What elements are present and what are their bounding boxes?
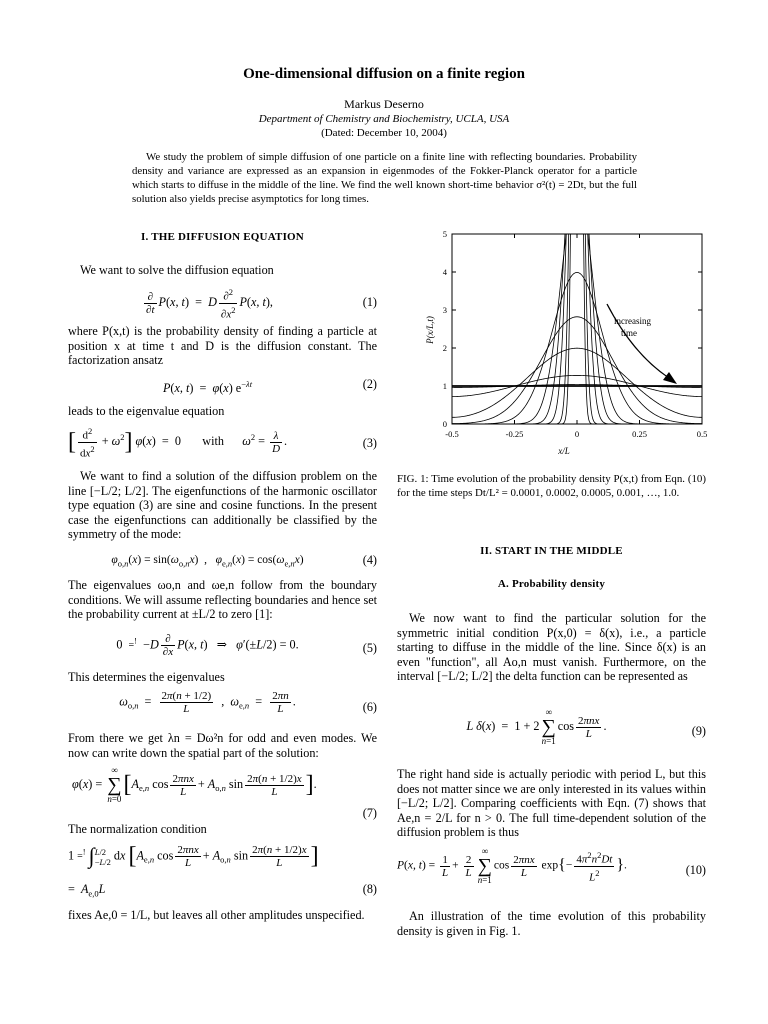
section-2-heading: II. START IN THE MIDDLE <box>480 545 623 557</box>
plot-frame <box>452 234 702 424</box>
paragraph: The right hand side is actually periodic with period L, but this does not matter since we are only interested in its values within [−L/2; L/2]. Comparing coefficients with Eqn. (7) shows that Ae,n = 2/L for n > 0. The full time-dependent solution of the diffusion problem is thus <box>397 767 707 840</box>
density-curve <box>452 348 702 417</box>
equation-2: P(x, t) = φ(x) $e^{-\lambda t}$ (2) <box>162 377 377 396</box>
paragraph: The normalization condition <box>68 822 207 836</box>
x-axis-label: x/L <box>558 446 570 456</box>
paragraph: The eigenvalues ωo,n and ωe,n follow from the boundary conditions. We will assume reflecting boundaries and hence set the probability current at ±L/2 to zero [1]: <box>68 578 377 622</box>
equation-number: (6) <box>362 700 377 714</box>
equation-number: (5) <box>362 641 377 655</box>
paragraph: From there we get λn = Dω²n for odd and even modes. We now can write down the spatial part of the solution: <box>68 731 377 760</box>
section-1-heading: I. THE DIFFUSION EQUATION <box>141 231 304 243</box>
equation-number: (2) <box>362 377 377 391</box>
y-tick-label: 4 <box>442 267 447 277</box>
probability-density-plot <box>407 226 708 456</box>
equation-number: (10) <box>685 863 706 877</box>
annotation-time: time <box>621 328 637 338</box>
equation-1: $\frac{\partial}{\partial t}$ P(x, t) = D $\frac{\partial^2}{\partial x^2}$ P(x, t), (1) <box>146 287 377 321</box>
paragraph: This determines the eigenvalues <box>68 670 225 684</box>
paragraph: fixes Ae,0 = 1/L, but leaves all other amplitudes unspecified. <box>68 908 365 922</box>
equation-4: $\varphi_{o,n}(x) = \sin(\omega_{o,n}x)$ , $\varphi_{e,n}(x) = \cos(\omega_{e,n}x)$ (4) <box>111 553 377 569</box>
subsection-heading: A. Probability density <box>497 578 606 590</box>
x-tick-label: -0.25 <box>505 429 524 439</box>
x-tick-label: 0 <box>574 429 580 439</box>
author-name: Markus Deserno <box>344 97 424 111</box>
y-tick-label: 2 <box>442 343 447 353</box>
plot-axes <box>443 229 708 439</box>
equation-number: (1) <box>362 295 377 309</box>
author-affiliation: Department of Chemistry and Biochemistry, UCLA, USA <box>258 113 510 125</box>
x-tick-label: -0.5 <box>445 429 459 439</box>
equation-number: (4) <box>362 553 377 567</box>
equation-8: 1 =! ∫ L/2 −L/2 dx [$A_{e,n}$ cos $\frac{\text{2πnx}}{L}$ + $A_{o,n}$ sin $\frac{2\pi(n + 1/2)x}{L}$ ] = $A_{e,0}L$ (8) <box>68 843 377 899</box>
equation-10: P(x, t) = $\frac{1}{L}$ + $\frac{2}{L}$ ∞ ∑ n=1cos $\frac{\text{2πnx}}{L}$ exp{− $\frac{4\pi^2n^2Dt}{L^2}$ }. (10) <box>397 846 706 885</box>
paragraph: An illustration of the time evolution of this probability density is given in Fig. 1. <box>397 909 706 938</box>
left-column <box>68 0 377 1024</box>
abstract: We study the problem of simple diffusion of one particle on a finite line with reflecting boundaries. Probability density and variance are expressed as an expansion in eigenmodes of the Fokker-Planck operator for a particle which starts to diffuse in the middle of the line. We find the well known short-time behavior σ²(t) = 2Dt, but the full solution also yields precise asymptotics for long times. <box>132 151 637 205</box>
y-tick-label: 1 <box>442 381 447 391</box>
x-tick-label: 0.5 <box>696 429 708 439</box>
equation-9: L δ(x) = 1 + 2∞ ∑ n=1cos $\frac{\text{2πnx}}{L}$ . (9) <box>466 707 706 746</box>
y-tick-label: 0 <box>442 419 447 429</box>
density-curve <box>452 184 702 424</box>
right-column <box>397 0 706 1024</box>
paragraph: leads to the eigenvalue equation <box>68 404 225 418</box>
equation-number: (9) <box>691 724 706 738</box>
paragraph: We want to solve the diffusion equation <box>80 263 274 277</box>
x-tick-label: 0.25 <box>632 429 647 439</box>
figure-caption: FIG. 1: Time evolution of the probability density P(x,t) from Eqn. (10) for the time steps Dt/L² = 0.0001, 0.0002, 0.0005, 0.001, …, 1.0. <box>397 473 706 499</box>
arrow-head <box>663 372 677 384</box>
equation-number: (3) <box>362 436 377 450</box>
equation-6: $\omega_{o,n}$ = $\frac{2\pi(n + 1/2)}{L}$ , $\omega_{e,n}$ = $\frac{2\pi n}{L}$ . (6) <box>119 690 377 715</box>
y-tick-label: 5 <box>442 229 447 239</box>
equation-7: φ(x) = ∞ ∑ $n=0[A_{e,n}$ cos $\frac{\text{2πnx}}{L}$ + $A_{o,n}$ sin $\frac{2\pi(n + 1/2)x}{L}$ ]. (7) <box>72 765 377 820</box>
annotation-increasing: increasing <box>614 316 651 326</box>
y-axis-label: P(x/L,t) <box>425 316 435 344</box>
paragraph: We want to find a solution of the diffusion problem on the line [−L/2; L/2]. The eigenfunctions of the harmonic oscillator type equation (3) are sine and cosine functions. In the present case the eigenfunctions can additionally be classified by the symmetry of the mode: <box>68 469 377 542</box>
paragraph: We now want to find the particular solution for the symmetric initial condition P(x,0) = δ(x), i.e., a particle starting to diffuse in the middle of the line. Since δ(x) is an even "function", all Ao,n must vanish. Furthermore, on the interval [−L/2; L/2] the delta function can be represented as <box>397 611 706 684</box>
date-line: (Dated: December 10, 2004) <box>321 127 447 139</box>
equation-number: (8) <box>362 882 377 896</box>
y-tick-label: 3 <box>442 305 447 315</box>
equation-5: 0 =! −D $\frac{\partial}{\partial x}$ P(x, t) ⇒ φ′(±L/2) = 0. (5) <box>116 633 377 658</box>
paper-title: One-dimensional diffusion on a finite region <box>243 66 525 82</box>
equation-3: [ $\frac{d^2}{dx^2}$ + $\omega^2$] φ(x) = 0 with $\omega^2$ = $\frac{\lambda}{D}$ . (3) <box>68 426 377 460</box>
paragraph: where P(x,t) is the probability density of finding a particle at position x at time t and D is the diffusion constant. The factorization ansatz <box>68 324 377 368</box>
equation-number: (7) <box>362 806 377 820</box>
